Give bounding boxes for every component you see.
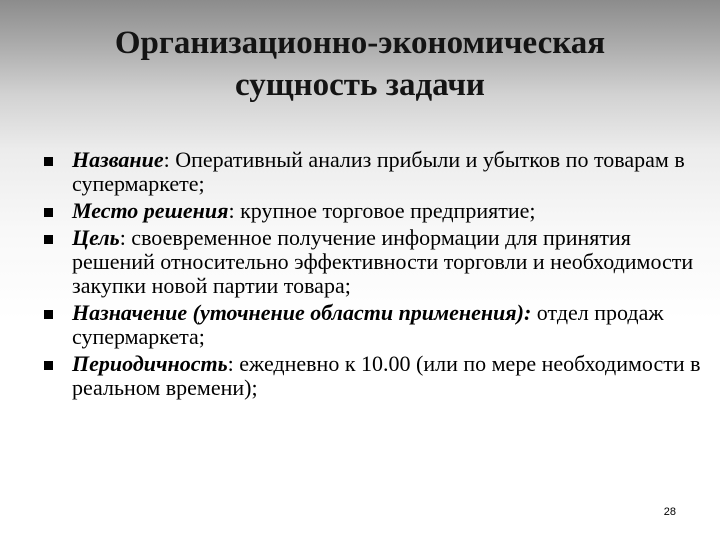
bullet-term: Назначение (уточнение области применения): bbox=[72, 300, 532, 325]
bullet-item-frequency bbox=[44, 352, 704, 400]
bullet-term: Место решения bbox=[72, 198, 229, 223]
slide-title-line-1: Организационно-экономическая bbox=[114, 25, 606, 61]
bullet-item-name bbox=[44, 148, 704, 196]
page-number: 28 bbox=[663, 506, 676, 518]
bullet-item-purpose bbox=[44, 301, 704, 349]
square-bullet-icon bbox=[44, 361, 53, 370]
bullet-term: Название bbox=[72, 147, 164, 172]
bullet-term: Периодичность bbox=[72, 351, 228, 376]
bullet-item-place bbox=[44, 199, 704, 223]
bullet-text: : Оперативный анализ прибыли и убытков по товарам в супермаркете; bbox=[72, 147, 685, 196]
bullet-text: отдел продаж супермаркета; bbox=[72, 300, 664, 349]
bullet-text: : крупное торговое предприятие; bbox=[228, 198, 536, 223]
bullet-text: : своевременное получение информации для принятия решений относительно эффективности торговли и необходимости закупки новой партии товара; bbox=[72, 225, 694, 298]
bullet-term: Цель bbox=[72, 225, 120, 250]
square-bullet-icon bbox=[44, 310, 53, 319]
square-bullet-icon bbox=[44, 157, 53, 166]
bullet-item-goal bbox=[44, 226, 704, 298]
square-bullet-icon bbox=[44, 208, 53, 217]
slide-title bbox=[0, 22, 720, 106]
square-bullet-icon bbox=[44, 235, 53, 244]
bullet-text: : ежедневно к 10.00 (или по мере необходимости в реальном времени); bbox=[72, 351, 701, 400]
slide-title-line-2: сущность задачи bbox=[235, 67, 485, 103]
bullet-list bbox=[44, 148, 704, 403]
